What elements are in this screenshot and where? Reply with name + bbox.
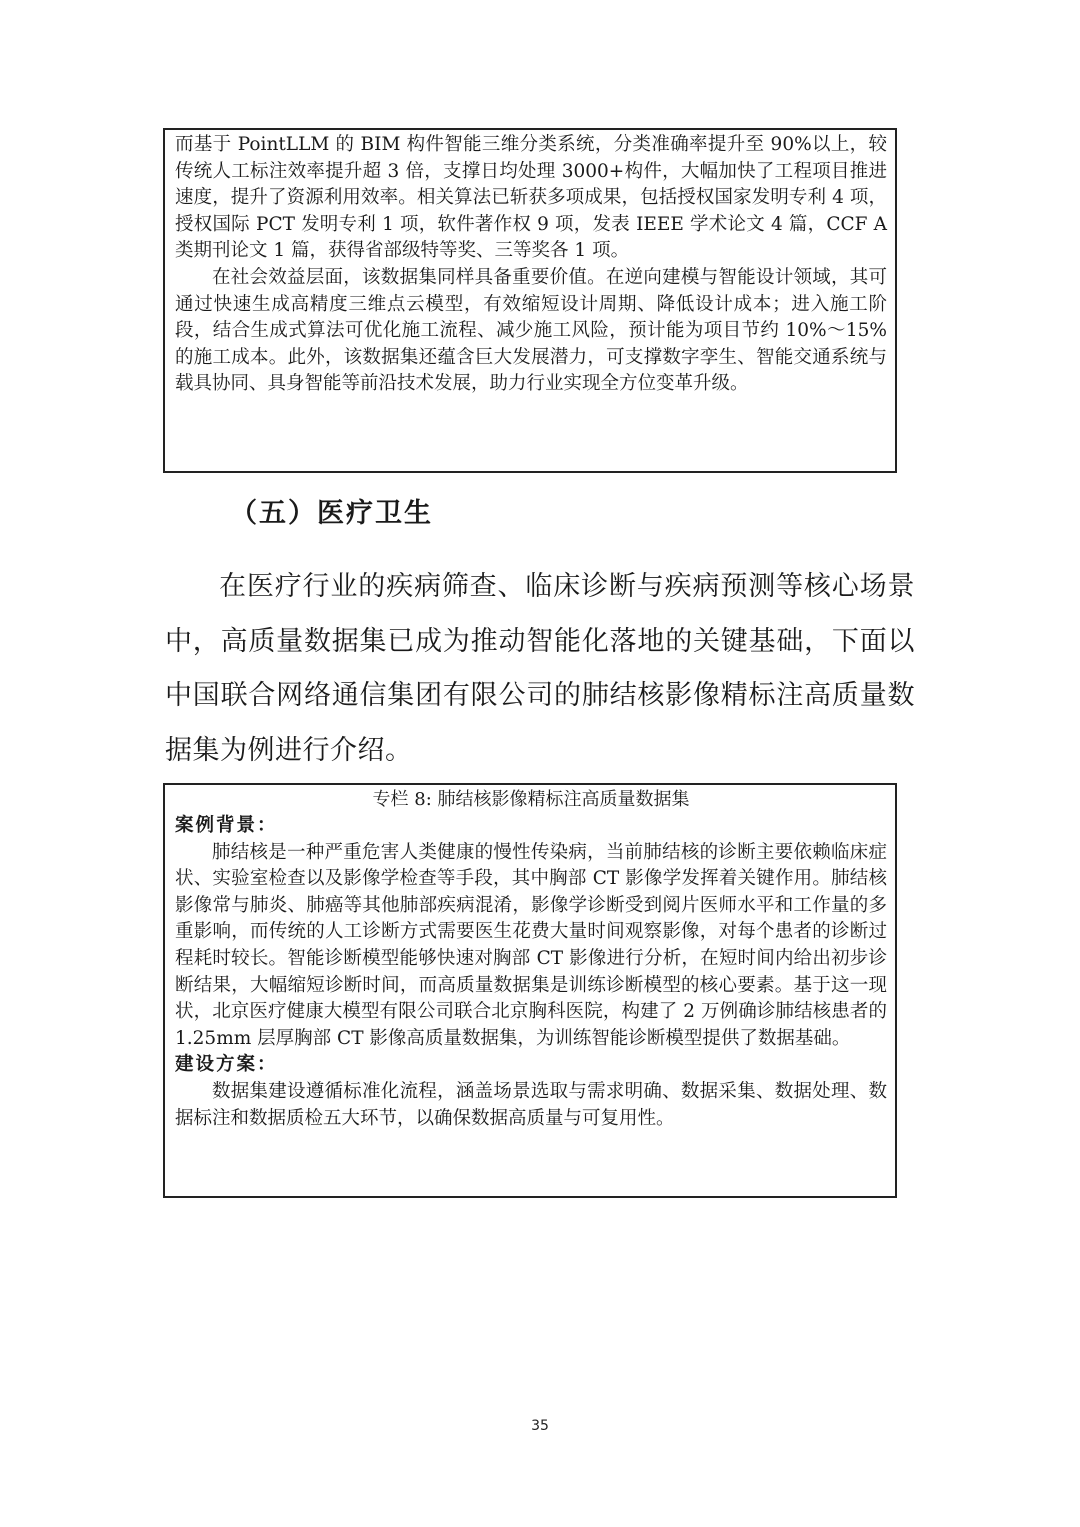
page-number: 35 (531, 1418, 549, 1434)
case-background-label: 案例背景： (175, 815, 278, 836)
section-intro-paragraph: 在医疗行业的疾病筛查、临床诊断与疾病预测等核心场景中，高质量数据集已成为推动智能化落地的关键基础，下面以中国联合网络通信集团有限公司的肺结核影像精标注高质量数据集为例进行介绍。 (165, 571, 915, 766)
case-background-text: 肺结核是一种严重危害人类健康的慢性传染病，当前肺结核的诊断主要依赖临床症状、实验室检查以及影像学检查等手段，其中胸部 CT 影像学发挥着关键作用。肺结核影像常与肺炎、肺癌等其他肺部疾病混淆，影像学诊断受到阅片医师水平和工作量的多重影响，而传统的人工诊断方式需要医生花费大量时间观察影像，对每个患者的诊断过程耗时较长。智能诊断模型能够快速对胸部 CT 影像进行分析，在短时间内给出初步诊断结果，大幅缩短诊断时间，而高质量数据集是训练诊断模型的核心要素。基于这一现状，北京医疗健康大模型有限公司联合北京胸科医院，构建了 2 万例确诊肺结核患者的 1.25mm 层厚胸部 CT 影像高质量数据集，为训练智能诊断模型提供了数据基础。 (175, 841, 887, 1049)
case-box-paragraph: 在社会效益层面，该数据集同样具备重要价值。在逆向建模与智能设计领域，其可通过快速生成高精度三维点云模型，有效缩短设计周期、降低设计成本；进入施工阶段，结合生成式算法可优化施工流程、减少施工风险，预计能为项目节约 10%～15%的施工成本。此外，该数据集还蕴含巨大发展潜力，可支撑数字孪生、智能交通系统与载具协同、具身智能等前沿技术发展，助力行业实现全方位变革升级。 (175, 266, 887, 395)
construction-plan-text: 数据集建设遵循标准化流程，涵盖场景选取与需求明确、数据采集、数据处理、数据标注和数据质检五大环节，以确保数据高质量与可复用性。 (175, 1080, 887, 1129)
section-heading: （五）医疗卫生 (230, 498, 433, 529)
case-box-column-8 (163, 783, 897, 1198)
case-box-paragraph: 而基于 PointLLM 的 BIM 构件智能三维分类系统，分类准确率提升至 90%以上，较传统人工标注效率提升超 3 倍，支撑日均处理 3000+构件，大幅加快了工程项目推进速度，提升了资源利用效率。相关算法已斩获多项成果，包括授权国家发明专利 4 项，授权国际 PCT 发明专利 1 项，软件著作权 9 项，发表 IEEE 学术论文 4 篇，CCF A 类期刊论文 1 篇，获得省部级特等奖、三等奖各 1 项。 (175, 134, 887, 262)
case-box-continued (163, 128, 897, 473)
case-box-title: 专栏 8: 肺结核影像精标注高质量数据集 (372, 789, 690, 810)
construction-plan-label: 建设方案： (175, 1054, 278, 1076)
